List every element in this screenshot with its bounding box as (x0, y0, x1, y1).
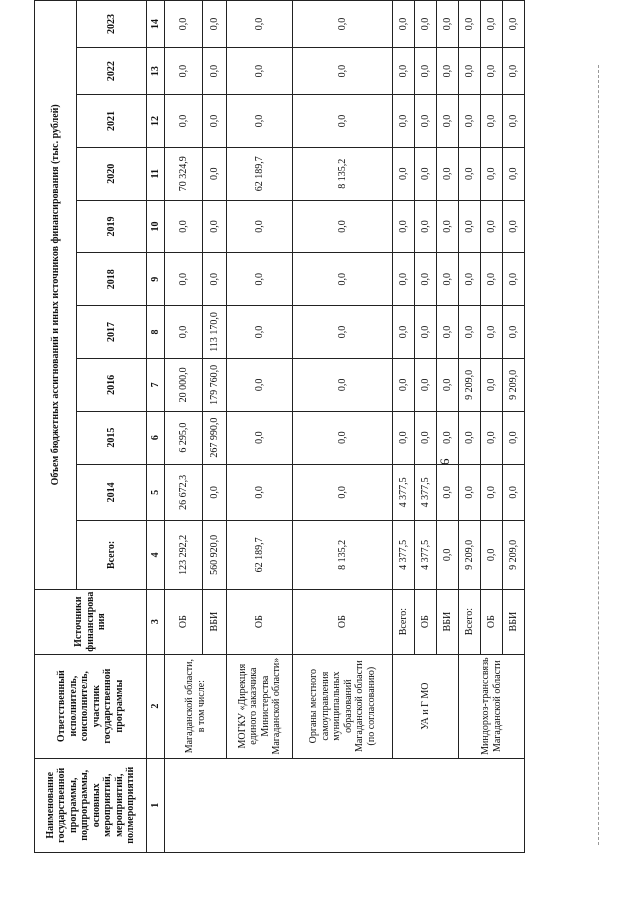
col-number: 9 (147, 253, 165, 306)
value-cell: 0,0 (503, 1, 525, 48)
executor-cell: МОГКУ «Дирекция единого заказчика Министерства Магаданской области» (227, 654, 293, 758)
header-year: 2015 (77, 411, 147, 464)
value-cell: 123 292,2 (165, 521, 203, 589)
source-cell: ОБ (165, 589, 203, 654)
value-cell: 0,0 (503, 147, 525, 200)
header-year: 2021 (77, 95, 147, 148)
value-cell: 0,0 (415, 253, 437, 306)
value-cell: 0,0 (437, 521, 459, 589)
header-year: 2016 (77, 358, 147, 411)
value-cell: 0,0 (293, 358, 393, 411)
value-cell: 0,0 (481, 253, 503, 306)
source-cell: ВБИ (503, 589, 525, 654)
table-row (459, 1, 481, 853)
value-cell: 0,0 (415, 147, 437, 200)
value-cell: 0,0 (503, 411, 525, 464)
value-cell: 0,0 (459, 95, 481, 148)
value-cell: 0,0 (481, 200, 503, 253)
col-number: 10 (147, 200, 165, 253)
value-cell: 0,0 (437, 1, 459, 48)
col-number: 7 (147, 358, 165, 411)
value-cell: 0,0 (393, 200, 415, 253)
value-cell: 4 377,5 (393, 464, 415, 521)
value-cell: 0,0 (437, 95, 459, 148)
value-cell: 0,0 (415, 95, 437, 148)
value-cell: 0,0 (227, 1, 293, 48)
value-cell: 0,0 (459, 411, 481, 464)
value-cell: 0,0 (203, 95, 227, 148)
col-number: 13 (147, 48, 165, 95)
value-cell: 0,0 (503, 200, 525, 253)
value-cell: 0,0 (393, 48, 415, 95)
value-cell: 267 990,0 (203, 411, 227, 464)
value-cell: 0,0 (203, 464, 227, 521)
value-cell: 4 377,5 (393, 521, 415, 589)
value-cell: 0,0 (481, 521, 503, 589)
header-total: Всего: (77, 521, 147, 589)
value-cell: 0,0 (293, 411, 393, 464)
value-cell: 113 170,0 (203, 306, 227, 359)
header-funding-group: Объем бюджетных ассигнований и иных источников финансирования (тыс. рублей) (35, 1, 77, 590)
source-cell: ВБИ (203, 589, 227, 654)
value-cell: 0,0 (459, 1, 481, 48)
value-cell: 0,0 (481, 1, 503, 48)
value-cell: 0,0 (459, 200, 481, 253)
value-cell: 0,0 (393, 1, 415, 48)
header-year: 2014 (77, 464, 147, 521)
value-cell: 0,0 (481, 464, 503, 521)
value-cell: 0,0 (481, 95, 503, 148)
value-cell: 0,0 (293, 95, 393, 148)
value-cell: 0,0 (203, 147, 227, 200)
value-cell: 0,0 (415, 411, 437, 464)
value-cell: 0,0 (481, 358, 503, 411)
value-cell: 9 209,0 (459, 358, 481, 411)
value-cell: 0,0 (437, 147, 459, 200)
col-number: 2 (147, 654, 165, 758)
col-number: 5 (147, 464, 165, 521)
program-cell-empty (165, 758, 525, 852)
value-cell: 9 209,0 (459, 521, 481, 589)
value-cell: 0,0 (165, 200, 203, 253)
value-cell: 0,0 (227, 464, 293, 521)
header-year: 2022 (77, 48, 147, 95)
value-cell: 0,0 (393, 306, 415, 359)
value-cell: 62 189,7 (227, 521, 293, 589)
value-cell: 0,0 (459, 48, 481, 95)
value-cell: 0,0 (203, 48, 227, 95)
table-row (165, 1, 203, 853)
value-cell: 0,0 (459, 147, 481, 200)
value-cell: 0,0 (393, 411, 415, 464)
value-cell: 0,0 (503, 253, 525, 306)
value-cell: 0,0 (459, 253, 481, 306)
value-cell: 0,0 (293, 48, 393, 95)
value-cell: 0,0 (393, 358, 415, 411)
value-cell: 0,0 (459, 464, 481, 521)
executor-cell: УА и Г МО (393, 654, 459, 758)
col-number: 11 (147, 147, 165, 200)
value-cell: 0,0 (165, 95, 203, 148)
value-cell: 0,0 (227, 306, 293, 359)
table-row (227, 1, 293, 853)
col-number: 8 (147, 306, 165, 359)
source-cell: Всего: (459, 589, 481, 654)
financing-table (34, 0, 525, 853)
value-cell: 0,0 (393, 147, 415, 200)
value-cell: 0,0 (203, 200, 227, 253)
value-cell: 0,0 (393, 253, 415, 306)
value-cell: 560 920,0 (203, 521, 227, 589)
col-number: 1 (147, 758, 165, 852)
value-cell: 0,0 (203, 1, 227, 48)
value-cell: 179 760,0 (203, 358, 227, 411)
value-cell: 0,0 (227, 411, 293, 464)
value-cell: 0,0 (437, 253, 459, 306)
value-cell: 0,0 (481, 306, 503, 359)
col-number: 14 (147, 1, 165, 48)
value-cell: 0,0 (481, 147, 503, 200)
header-program: Наименование государственной программы, подпрограммы, основных мероприятий, мероприятий, полмероприятий (35, 758, 147, 852)
source-cell: ОБ (293, 589, 393, 654)
value-cell: 8 135,2 (293, 521, 393, 589)
value-cell: 0,0 (437, 306, 459, 359)
value-cell: 70 324,9 (165, 147, 203, 200)
source-cell: ОБ (415, 589, 437, 654)
header-source: Источники финансирова ния (35, 589, 147, 654)
value-cell: 20 000,0 (165, 358, 203, 411)
value-cell: 0,0 (227, 358, 293, 411)
header-year: 2020 (77, 147, 147, 200)
header-year: 2017 (77, 306, 147, 359)
value-cell: 0,0 (503, 48, 525, 95)
value-cell: 0,0 (165, 306, 203, 359)
col-number: 4 (147, 521, 165, 589)
col-number: 3 (147, 589, 165, 654)
value-cell: 4 377,5 (415, 464, 437, 521)
value-cell: 0,0 (481, 411, 503, 464)
value-cell: 0,0 (481, 48, 503, 95)
value-cell: 0,0 (415, 200, 437, 253)
value-cell: 0,0 (437, 200, 459, 253)
value-cell: 0,0 (293, 200, 393, 253)
value-cell: 0,0 (227, 48, 293, 95)
value-cell: 0,0 (437, 358, 459, 411)
source-cell: ОБ (227, 589, 293, 654)
value-cell: 8 135,2 (293, 147, 393, 200)
value-cell: 62 189,7 (227, 147, 293, 200)
value-cell: 0,0 (437, 48, 459, 95)
executor-cell: Органы местного самоуправления муниципальных образований Магаданской области (по согласованию) (293, 654, 393, 758)
value-cell: 0,0 (165, 253, 203, 306)
value-cell: 0,0 (437, 411, 459, 464)
source-cell: ОБ (481, 589, 503, 654)
value-cell: 0,0 (503, 95, 525, 148)
value-cell: 0,0 (227, 200, 293, 253)
value-cell: 0,0 (227, 253, 293, 306)
value-cell: 0,0 (393, 95, 415, 148)
value-cell: 0,0 (165, 48, 203, 95)
value-cell: 0,0 (503, 464, 525, 521)
value-cell: 0,0 (203, 253, 227, 306)
value-cell: 0,0 (293, 1, 393, 48)
scan-artifact-line (598, 65, 599, 845)
value-cell: 9 209,0 (503, 358, 525, 411)
value-cell: 0,0 (227, 95, 293, 148)
value-cell: 26 672,3 (165, 464, 203, 521)
table-row (393, 1, 415, 853)
page-number: 6 (437, 458, 452, 465)
header-executor: Ответственный исполнитель, соисполнитель, участник государственной программы (35, 654, 147, 758)
table-row (293, 1, 393, 853)
value-cell: 0,0 (293, 253, 393, 306)
col-number: 12 (147, 95, 165, 148)
col-number: 6 (147, 411, 165, 464)
source-cell: Всего: (393, 589, 415, 654)
value-cell: 0,0 (415, 358, 437, 411)
value-cell: 6 295,0 (165, 411, 203, 464)
header-year: 2018 (77, 253, 147, 306)
value-cell: 4 377,5 (415, 521, 437, 589)
value-cell: 0,0 (165, 1, 203, 48)
executor-cell: Миндорхоз-транссвязь Магаданской области (459, 654, 525, 758)
value-cell: 0,0 (415, 48, 437, 95)
source-cell: ВБИ (437, 589, 459, 654)
value-cell: 0,0 (503, 306, 525, 359)
value-cell: 0,0 (437, 464, 459, 521)
value-cell: 0,0 (459, 306, 481, 359)
header-year: 2019 (77, 200, 147, 253)
value-cell: 0,0 (415, 306, 437, 359)
column-number-row (147, 1, 165, 853)
value-cell: 0,0 (293, 306, 393, 359)
value-cell: 0,0 (293, 464, 393, 521)
value-cell: 9 209,0 (503, 521, 525, 589)
value-cell: 0,0 (415, 1, 437, 48)
executor-cell: Магаданской области, в том числе: (165, 654, 227, 758)
header-year: 2023 (77, 1, 147, 48)
